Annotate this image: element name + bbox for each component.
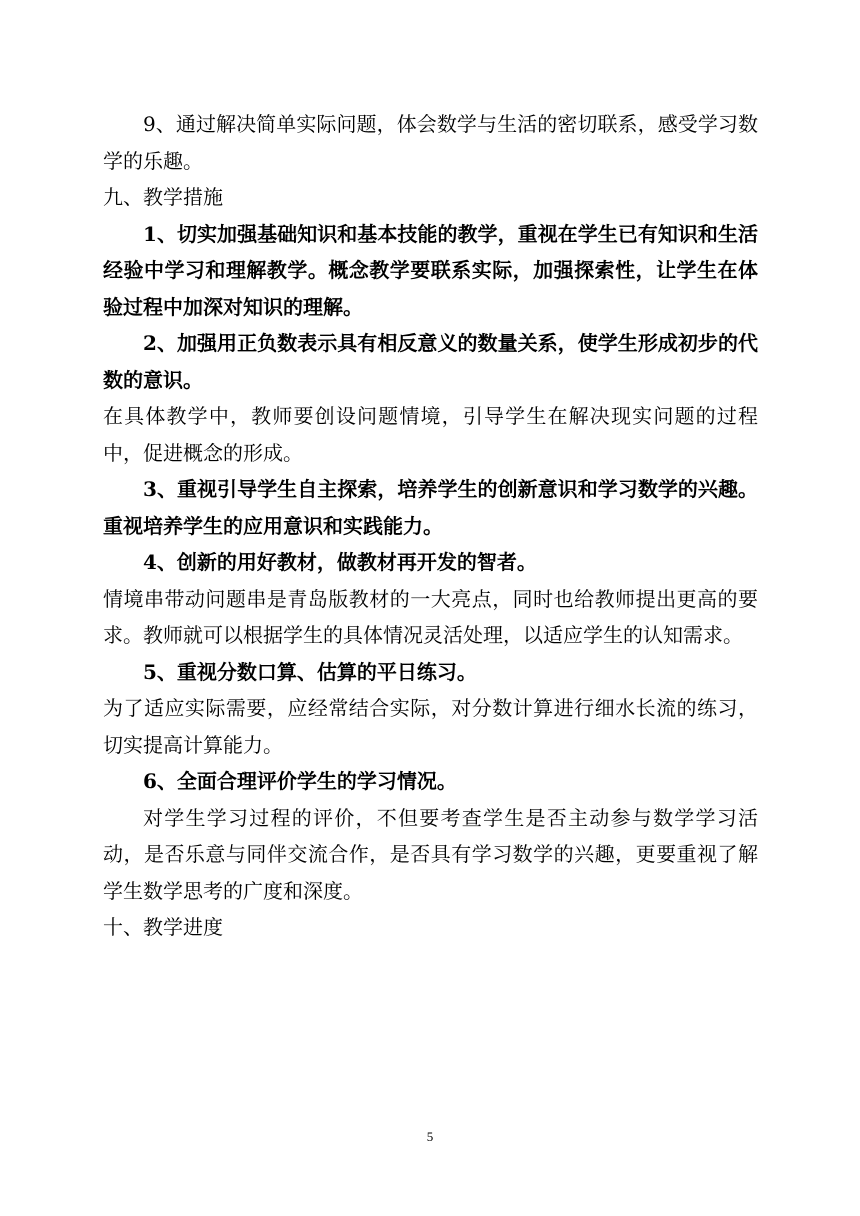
objective-9: 9、通过解决简单实际问题，体会数学与生活的密切联系，感受学习数学的乐趣。 bbox=[103, 112, 758, 173]
measure-1: 1、切实加强基础知识和基本技能的教学，重视在学生已有知识和生活经验中学习和理解教学。概念教学要联系实际，加强探索性，让学生在体验过程中加深对知识的理解。 bbox=[103, 221, 758, 319]
measure-6-detail: 对学生学习过程的评价，不但要考查学生是否主动参与数学学习活动，是否乐意与同伴交流合作，是否具有学习数学的兴趣，更要重视了解学生数学思考的广度和深度。 bbox=[103, 805, 758, 903]
section-heading-teaching-measures: 九、教学措施 bbox=[103, 185, 223, 209]
document-body bbox=[103, 106, 758, 946]
measure-4: 4、创新的用好教材，做教材再开发的智者。 bbox=[143, 550, 537, 574]
measure-2: 2、加强用正负数表示具有相反意义的数量关系，使学生形成初步的代数的意识。 bbox=[103, 331, 758, 392]
page-number: 5 bbox=[426, 1129, 434, 1144]
measure-3: 3、重视引导学生自主探索，培养学生的创新意识和学习数学的兴趣。重视培养学生的应用意识和实践能力。 bbox=[103, 477, 758, 538]
measure-5-detail: 为了适应实际需要，应经常结合实际，对分数计算进行细水长流的练习，切实提高计算能力。 bbox=[103, 696, 758, 757]
measure-2-detail: 在具体教学中，教师要创设问题情境，引导学生在解决现实问题的过程中，促进概念的形成。 bbox=[103, 404, 758, 465]
measure-4-detail: 情境串带动问题串是青岛版教材的一大亮点，同时也给教师提出更高的要求。教师就可以根据学生的具体情况灵活处理，以适应学生的认知需求。 bbox=[103, 586, 758, 647]
measure-5: 5、重视分数口算、估算的平日练习。 bbox=[143, 659, 477, 684]
measure-6: 6、全面合理评价学生的学习情况。 bbox=[143, 769, 457, 793]
section-heading-teaching-schedule: 十、教学进度 bbox=[103, 915, 223, 939]
